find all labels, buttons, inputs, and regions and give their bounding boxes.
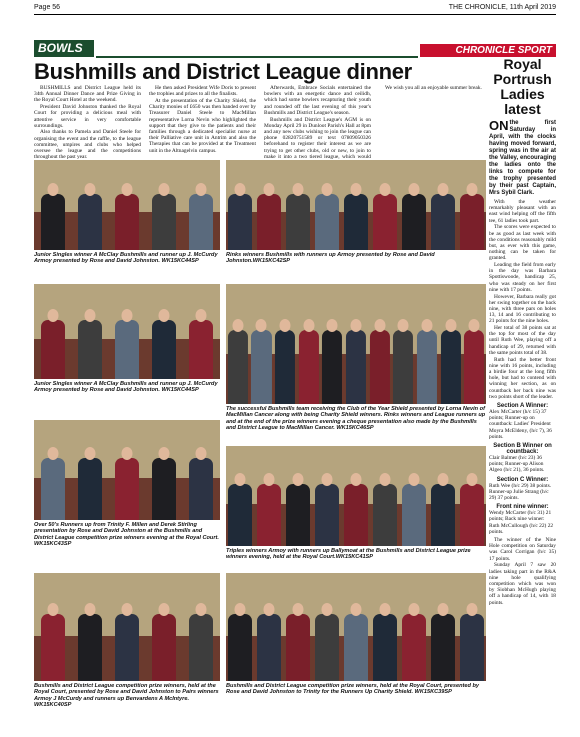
person-figure [183, 304, 220, 379]
person-figure [226, 178, 255, 250]
person-figure [439, 314, 463, 404]
photo-rinks-winners [226, 160, 486, 250]
person-figure [71, 178, 108, 250]
article-paragraph: He then asked President Wife Doris to present the trophies and prizes to all the finalists. [149, 85, 256, 98]
person-figure [428, 468, 457, 546]
person-head [235, 473, 246, 486]
article-paragraph: At the presentation of the Charity Shield, the Charity monies of £650 was then handed over by Treasurer Daniel Steele to MacMillan representative Lorna Nevin who highlighted the support that they give to the patients and their families through a dedicated specialist nurse at their Palliative care unit in Antrim and also the Therapies that can be provided at the Treatment unit in the Altnagelvin campus. [149, 97, 256, 154]
person-body [315, 614, 339, 681]
article-column [264, 85, 371, 160]
person-body [286, 614, 310, 681]
person-figure [146, 598, 183, 681]
section-label: BOWLS [34, 40, 94, 57]
person-body [152, 458, 176, 520]
person-head [196, 309, 207, 322]
person-figure [321, 314, 345, 404]
person-figure [284, 178, 313, 250]
person-body [152, 614, 176, 681]
caption-trinity-runners-up: Bushmills and District League competition prize winners, held at the Royal Court, presented by Rose and David Johnston to Trinity for the Runners Up Charity Shield. WK15KC39SP [226, 683, 480, 696]
person-body [370, 330, 390, 404]
person-body [286, 194, 310, 250]
person-figure [34, 442, 71, 520]
sidebar-article [489, 57, 556, 737]
results-section-c [489, 477, 556, 502]
person-head [84, 603, 95, 616]
person-body [41, 458, 65, 520]
person-head [159, 183, 170, 196]
header-rule [34, 14, 556, 15]
person-figure [183, 178, 220, 250]
person-head [303, 319, 314, 332]
person-body [344, 484, 368, 546]
person-figure [34, 598, 71, 681]
publication-date: THE CHRONICLE, 11th April 2019 [448, 4, 556, 11]
person-body [78, 194, 102, 250]
photo-junior-singles [34, 160, 220, 250]
photo-over50s-runners-up [34, 420, 220, 520]
article-paragraph: We wish you all an enjoyable summer break. [385, 85, 482, 91]
person-body [78, 320, 102, 379]
person-body [373, 614, 397, 681]
person-figure [250, 314, 274, 404]
person-head [264, 473, 275, 486]
person-head [379, 603, 390, 616]
article-paragraph: Afterwards, Embrace Socials entertained the bowlers with an energetic dance and ceilidh, which had some bowlers recapturing their youth and rounded off the last evening of this year's Bushmills and District League's season. [264, 85, 371, 116]
person-figure [342, 598, 371, 681]
person-body [189, 194, 213, 250]
person-head [159, 309, 170, 322]
person-body [115, 320, 139, 379]
person-head [466, 603, 477, 616]
person-head [408, 473, 419, 486]
article-paragraph: Bushmills and District League's AGM is on Monday April 29 in Dunloot Parish's Hall at 8pm and any new clubs wishing to join the league can phone 02820751589 or text 07809050326 beforehand to register their interest as we are trying to get other clubs, old or new, to join to make it into a two tiered league, which would [264, 116, 371, 160]
person-head [280, 319, 291, 332]
person-head [322, 183, 333, 196]
person-head [196, 447, 207, 460]
person-figure [284, 598, 313, 681]
person-figure [146, 442, 183, 520]
person-body [393, 330, 413, 404]
article-column [379, 85, 486, 157]
article-paragraph: President David Johnston thanked the Royal Court for providing a delicious meal with attentive service in very comfortable surroundings. [34, 104, 141, 129]
person-body [402, 614, 426, 681]
sidebar-paragraph: Her total of 38 points sat at the top for most of the day until Ruth Wee, playing off a handicap of 29, returned with the same points total of 38. [489, 325, 556, 356]
caption-junior-singles: Junior Singles winner A McClay Bushmills and runner up J. McCurdy Armoy presented by Rose and David Johnston. WK15KC44SP [34, 252, 218, 265]
person-body [228, 614, 252, 681]
person-body [299, 330, 319, 404]
person-figure [457, 468, 486, 546]
person-head [437, 473, 448, 486]
person-body [115, 614, 139, 681]
person-head [437, 603, 448, 616]
section-text: Wendy McCarter (h/c 31) 21 points; Back nine winner: Ruth McCullough (h/c 22) 22 points. [489, 510, 554, 535]
person-figure [368, 314, 392, 404]
results-section-b [489, 443, 556, 474]
person-head [379, 183, 390, 196]
person-figure [255, 178, 284, 250]
person-body [346, 330, 366, 404]
person-figure [297, 314, 321, 404]
person-head [379, 473, 390, 486]
person-body [286, 484, 310, 546]
person-body [257, 194, 281, 250]
person-figure [71, 304, 108, 379]
person-head [293, 473, 304, 486]
person-body [115, 458, 139, 520]
person-body [228, 330, 248, 404]
person-body [315, 194, 339, 250]
person-body [402, 484, 426, 546]
person-head [293, 603, 304, 616]
caption-over50s-runners-up: Over 50's Runners up from Trinity F. Millen and Derek Stirling presentation by Rose and David Johnston at the Bushmills and District League competition prize winners evening at the Royal Court. WK15KC43SP [34, 522, 219, 548]
person-head [84, 447, 95, 460]
sidebar-paragraph: The scores were expected to be as good as last week with the conditions reasonably mild but, as ever with this game, nothing can be taken for granted. [489, 224, 556, 262]
person-body [440, 330, 460, 404]
person-head [264, 183, 275, 196]
person-head [350, 183, 361, 196]
person-figure [108, 178, 145, 250]
person-figure [313, 178, 342, 250]
person-figure [34, 178, 71, 250]
person-head [374, 319, 385, 332]
person-body [189, 320, 213, 379]
person-figure [370, 598, 399, 681]
photo-junior-singles-2 [34, 284, 220, 379]
person-figure [462, 314, 486, 404]
person-body [152, 194, 176, 250]
person-body [78, 614, 102, 681]
sidebar-body [489, 199, 556, 400]
person-body [373, 484, 397, 546]
person-figure [457, 178, 486, 250]
person-figure [370, 178, 399, 250]
person-head [121, 309, 132, 322]
person-figure [415, 314, 439, 404]
person-body [417, 330, 437, 404]
person-head [84, 183, 95, 196]
person-head [84, 309, 95, 322]
person-figure [344, 314, 368, 404]
section-text: Ruth Wee (h/c 29) 38 points. Runner-up Julie Strang (h/c 29) 37 points. [489, 482, 552, 502]
person-head [232, 319, 243, 332]
person-head [159, 603, 170, 616]
person-body [41, 194, 65, 250]
sidebar-paragraph: Ruth had the better front nine with 16 points, including a birdie four at the long fifth hole, but had to contend with winning her section, as on countback her back nine was two points short of the leader. [489, 356, 556, 400]
person-figure [183, 598, 220, 681]
person-head [327, 319, 338, 332]
person-head [293, 183, 304, 196]
section-text: Alex McCarter (h/c 15) 37 points; Runner-up on countback: Ladies' President Moyra McEldeny, (h/c 7), 36 points. [489, 409, 552, 440]
sidebar-paragraph: With the weather remarkably pleasant with an east wind helping off the fifth tee, 61 ladies took part. [489, 199, 556, 224]
person-body [228, 194, 252, 250]
person-figure [71, 442, 108, 520]
person-head [47, 309, 58, 322]
person-figure [255, 598, 284, 681]
person-body [431, 614, 455, 681]
person-figure [391, 314, 415, 404]
person-head [235, 603, 246, 616]
person-body [431, 484, 455, 546]
section-rule [96, 56, 418, 58]
person-body [41, 320, 65, 379]
person-head [47, 447, 58, 460]
person-figure [428, 178, 457, 250]
section-title: Section A Winner: [496, 403, 549, 409]
person-figure [399, 598, 428, 681]
page-number: Page 56 [34, 4, 61, 11]
sidebar-paragraph: Sunday April 7 saw 20 ladies taking part in the R&A nine hole qualifying competition which was won by Siobhan McHugh playing off a handicap of 14, with 18 points. [489, 562, 556, 606]
caption-rinks-winners: Rinks winners Bushmills with runners up Armoy presented by Rose and David Johnston.WK15KC42SP [226, 252, 435, 265]
person-head [445, 319, 456, 332]
person-figure [370, 468, 399, 546]
photo-triples-winners [226, 446, 486, 546]
person-figure [34, 304, 71, 379]
person-body [373, 194, 397, 250]
person-figure [313, 598, 342, 681]
results-section-a [489, 403, 556, 440]
sidebar-lead-text: the first Saturday in April, with the clocks having moved forward, spring was in the air at the Valley, encouraging the ladies onto the links to compete for the trophy presented by their past Captain, Mrs Sybil Clark. [489, 120, 556, 196]
sidebar-paragraph: However, Barbara really got her swing together on the back nine, with three pars on holes 13, 14 and 16 contributing to 21 points for the nine holes. [489, 293, 556, 325]
person-figure [273, 314, 297, 404]
person-body [251, 330, 271, 404]
person-head [47, 183, 58, 196]
drop-cap: ON [489, 118, 509, 133]
person-body [257, 484, 281, 546]
person-head [47, 603, 58, 616]
brand-label: CHRONICLE SPORT [420, 44, 556, 57]
person-figure [108, 598, 145, 681]
section-text: Clair Balmer (h/c 23) 36 points; Runner-up Alison Algeo (h/c 21), 36 points. [489, 455, 545, 474]
article-body [34, 85, 486, 161]
person-head [121, 183, 132, 196]
person-body [315, 484, 339, 546]
person-head [466, 183, 477, 196]
person-figure [342, 468, 371, 546]
person-figure [71, 598, 108, 681]
caption-pairs-winners: Bushmills and District League competition prize winners, held at the Royal Court, presented by Rose and David Johnston to Pairs winners Armoy J McCurdy and runners up Benvardens A McIntyre. WK15KC40SP [34, 683, 219, 709]
person-body [78, 458, 102, 520]
person-figure [226, 468, 255, 546]
person-body [275, 330, 295, 404]
article-column [34, 85, 141, 161]
person-head [121, 603, 132, 616]
caption-bushmills-team: The successful Bushmills team receiving the Club of the Year Shield presented by Lorna Nevin of MacMillan Cancer along with being Charity Shield winners. Rinks winners and League runners up and at the end of the prize winners evening a cheque presentation also made by the Bushmills and District League to MacMillan Cancer. WK15KC46SP [226, 406, 486, 432]
person-head [350, 603, 361, 616]
person-body [431, 194, 455, 250]
person-body [460, 194, 484, 250]
caption-triples-winners: Triples winners Armoy with runners up Ballymoat at the Bushmills and District League prize winners evening, held at the Royal Court.WK15KC41SP [226, 548, 471, 561]
person-head [322, 473, 333, 486]
person-head [196, 183, 207, 196]
person-body [402, 194, 426, 250]
person-head [350, 319, 361, 332]
person-body [189, 458, 213, 520]
photo-pairs-winners [34, 573, 220, 681]
person-head [469, 319, 480, 332]
person-body [228, 484, 252, 546]
results-front-nine [489, 504, 556, 535]
sidebar-lead [489, 120, 556, 197]
person-body [152, 320, 176, 379]
person-body [322, 330, 342, 404]
person-head [159, 447, 170, 460]
person-head [408, 183, 419, 196]
person-figure [457, 598, 486, 681]
photo-bushmills-team [226, 284, 486, 404]
person-figure [428, 598, 457, 681]
sidebar-closing [489, 537, 556, 606]
person-body [115, 194, 139, 250]
article-headline: Bushmills and District League dinner [34, 59, 412, 84]
person-head [466, 473, 477, 486]
person-head [408, 603, 419, 616]
caption-junior-singles-2: Junior Singles winner A McClay Bushmills and runner up J. McCurdy Armoy presented by Rose and David Johnston. WK15KC44SP [34, 381, 218, 394]
person-body [41, 614, 65, 681]
person-figure [108, 442, 145, 520]
photo-trinity-runners-up [226, 573, 486, 681]
person-head [437, 183, 448, 196]
person-figure [146, 304, 183, 379]
person-head [196, 603, 207, 616]
person-head [235, 183, 246, 196]
person-figure [313, 468, 342, 546]
person-head [256, 319, 267, 332]
person-figure [399, 178, 428, 250]
person-figure [399, 468, 428, 546]
person-head [350, 473, 361, 486]
sidebar-headline: Royal Portrush Ladies latest [493, 56, 552, 117]
person-body [464, 330, 484, 404]
person-body [460, 614, 484, 681]
article-column [149, 85, 256, 157]
person-figure [226, 314, 250, 404]
section-title: Section B Winner on countback: [493, 443, 552, 456]
section-title: Front nine winner: [496, 504, 549, 511]
article-paragraph: BUSHMILLS and District League held its 34th Annual Dinner Dance and Prize Giving in the Royal Court Hotel at the weekend. [34, 85, 141, 104]
person-figure [146, 178, 183, 250]
person-head [421, 319, 432, 332]
person-body [344, 194, 368, 250]
page-header [0, 0, 580, 14]
person-body [257, 614, 281, 681]
person-head [121, 447, 132, 460]
person-figure [108, 304, 145, 379]
person-figure [255, 468, 284, 546]
person-body [460, 484, 484, 546]
person-figure [183, 442, 220, 520]
person-head [322, 603, 333, 616]
person-body [189, 614, 213, 681]
person-figure [342, 178, 371, 250]
person-figure [284, 468, 313, 546]
person-body [344, 614, 368, 681]
sidebar-paragraph: Leading the field from early in the day was Barbara Spottiswoode, handicap 25, who was steady on her first nine with 17 points. [489, 262, 556, 293]
person-figure [226, 598, 255, 681]
article-paragraph: Also thanks to Pamela and Daniel Steele for organising the event and the raffle, to the league committee, umpires and clubs who helped oversee the league and the competitions throughout the past year. [34, 129, 141, 161]
sidebar-paragraph: The winner of the Nine Hole competition on Saturday was Carol Corrigan (h/c 35) 17 points. [489, 537, 556, 562]
person-head [398, 319, 409, 332]
person-head [264, 603, 275, 616]
section-title: Section C Winner: [496, 476, 549, 483]
